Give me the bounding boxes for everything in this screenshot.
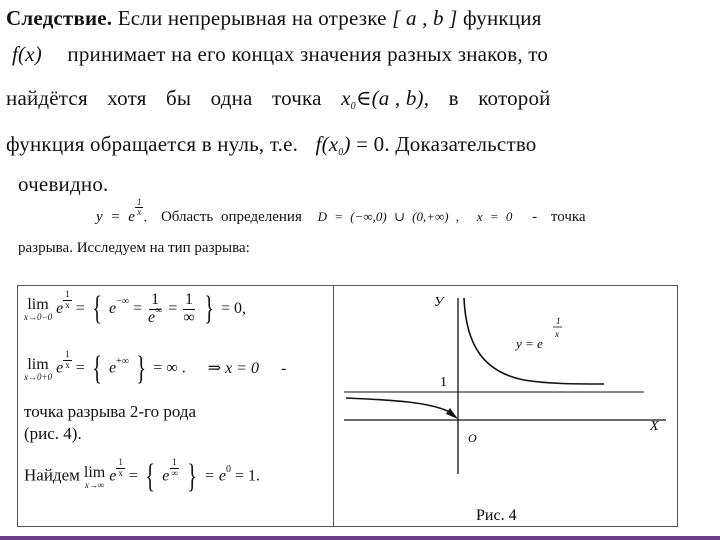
corollary-text-3: найдётся хотя бы одна точка — [6, 86, 322, 110]
origin-label: O — [468, 431, 477, 445]
example-line-2: разрыва. Исследуем на тип разрыва: — [18, 240, 250, 256]
one-label: 1 — [440, 375, 447, 390]
corollary-text-1: Если непрерывная на отрезке — [117, 6, 387, 30]
formula-eq-zero: = 0. — [356, 132, 390, 156]
y-axis-label: У — [434, 295, 444, 310]
break-word: точка — [550, 209, 586, 226]
corollary-line-4 — [6, 132, 537, 157]
corollary-line-2 — [12, 42, 548, 67]
curve-label: y = e — [516, 336, 543, 351]
interval-in: ∈(a , b), — [355, 86, 430, 110]
example-line-1: y = e $\frac{1}{x}$ . Область определения D = (−∞,0) ∪ (0,+∞) , x = 0 - точка — [96, 197, 586, 226]
interval-ab: [ a , b ] — [392, 6, 458, 30]
corollary-text-2: принимает на его концах значения разных знаков, то — [67, 42, 549, 66]
limit-left: lim x→0−0 e $\frac{1}{x}$ = { e−∞ = $\frac{1}{e^\infty}$ = $\frac{1}{\infty}$ } = 0, — [24, 289, 247, 328]
example-function: y = e $\frac{1}{x}$ — [96, 197, 142, 226]
dash: - — [532, 209, 538, 226]
formula-f-x0: f(x0) — [315, 132, 351, 158]
corollary-line-3 — [6, 86, 551, 111]
corollary-line-5: очевидно. — [18, 172, 109, 196]
corollary-text-4-tail: Доказательство — [395, 132, 537, 156]
corollary-text-1-tail: функция — [463, 6, 542, 30]
corollary-text-4: функция обращается в нуль, т.е. — [6, 132, 299, 156]
corollary-text-3-tail: в которой — [448, 86, 551, 110]
curve-exp-num: 1 — [556, 316, 561, 326]
function-fx: f(x) — [12, 42, 42, 66]
corollary-label: Следствие. — [6, 6, 113, 30]
domain-formula: D = (−∞,0) ∪ (0,+∞) , — [317, 209, 460, 225]
limit-infinity: Найдем lim x→∞ e $\frac{1}{x}$ = { e $\frac{1}{\infty}$ } = $e^0 = 1$. — [24, 457, 260, 495]
second-kind-text: точка разрыва 2-го рода — [24, 402, 197, 421]
curve-exp-den: x — [555, 329, 559, 339]
figure-ref-text: (рис. 4). — [24, 424, 82, 443]
point-x0: x0 — [341, 86, 356, 112]
bottom-accent-bar — [0, 536, 720, 540]
x-axis-label: Х — [650, 419, 659, 434]
arrow-head-icon — [446, 408, 458, 419]
limit-right: lim x→0+0 e $\frac{1}{x}$ = { e+∞ } = ∞ . ⇒ x = 0 - — [24, 349, 287, 387]
corollary-line-1 — [6, 6, 542, 31]
figure-graph — [334, 286, 676, 526]
curve-left-branch — [346, 398, 450, 412]
domain-label: Область определения — [160, 209, 302, 226]
break-point: x = 0 — [476, 209, 513, 225]
figure-caption: Рис. 4 — [476, 507, 517, 524]
implies-x0: ⇒ x = 0 — [207, 359, 260, 377]
